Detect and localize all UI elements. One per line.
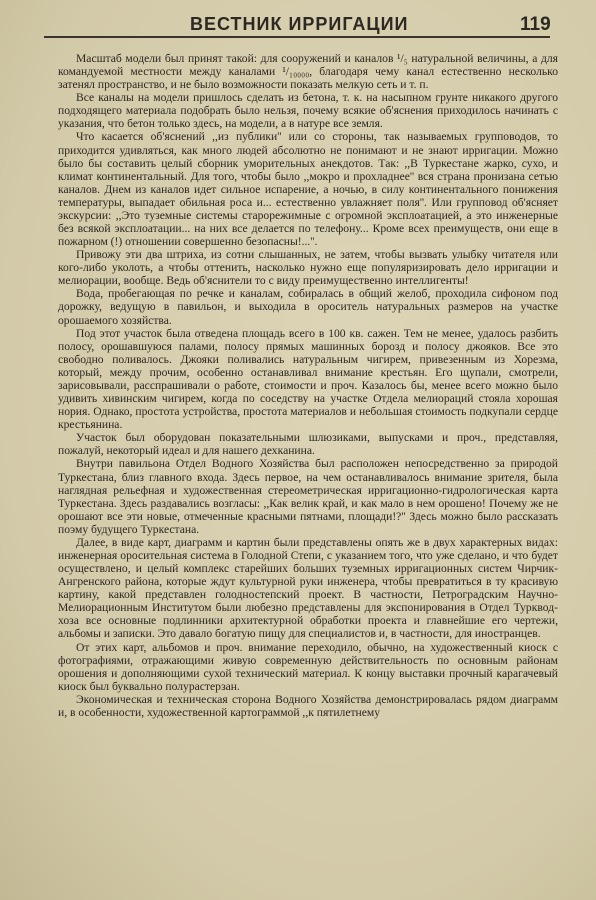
paragraph-water-flow: Вода, пробегающая по речке и каналам, собиралась в общий желоб, проходила сифоном под дорожку, ведущую в павильон, и выходила в ороситель натуральных размеров на участке орошаемого хозяйства. [58, 287, 558, 327]
page-number: 119 [520, 14, 551, 35]
paragraph-concrete-canals: Все каналы на модели пришлось сделать из бетона, т. к. на насыпном грунте никакого другого подходящего материала подобрать было нельзя, почему всякие об'яснения приходилось начинать с указания, что бетон только здесь, на модели, а в натуре все земля. [58, 91, 558, 131]
paragraph-model-scale: Масштаб модели был принят такой: для сооружений и каналов ¹/₅ натуральной величины, а для командуемой местности между каналами ¹/₁₀₀₀₀, благодаря чему канал естественно несколько затенял пространство, и не было возможности показать мелкую сеть и т. п. [58, 52, 558, 92]
paragraph-maps-diagrams: Далее, в виде карт, диаграмм и картин были представлены опять же в двух характерных видах: инженерная оросительная система в Голодной Степи, с указанием того, что уже сделано, и что будет осуществлено, и целый комплекс старейших больших туземных ирригационных систем Чирчик-Ангренского района, которые ждут культурной руки инженера, чтобы превратиться в ту красивую картину, какой представлен голодностепский проект. В частности, Петроградским Научно-Мелиорационным Институтом были любезно представлены для экспонирования в Отдел Туркводхоза все основные подлинники архитектурной обработки проекта и главнейшие его чертежи, альбомы и записки. Это давало богатую пищу для специалистов и, в частности, для иностранцев. [58, 535, 558, 641]
journal-title: ВЕСТНИК ИРРИГАЦИИ [190, 14, 409, 34]
paragraph-pavilion-map: Внутри павильона Отдел Водного Хозяйства был расположен непосредственно за природой Туркестана, близ главного входа. Здесь первое, на чем останавливалось внимание зрителя, была наглядная рельефная и художественная стереометрическая ирригационно-гидрологическая карта Туркестана. Здесь раздавались возгласы: ,,Как велик край, и как мало в нем орошено! Почему же не орошают все эти новые, отмеченные красными пятнами, площади!?'' Здесь можно было рассказать поэму будущего Туркестана. [58, 457, 558, 536]
article-body [58, 52, 558, 897]
paragraph-photo-kiosk: От этих карт, альбомов и проч. внимание переходило, обычно, на художественный киоск с фотографиями, отражающими живую современную действительность по основным районам орошения и дополняющими сухой технический материал. К концу выставки прочный карагачевый киоск был буквально полурастерзан. [58, 640, 558, 693]
header-rule [44, 36, 550, 38]
paragraph-irrigated-plot: Под этот участок была отведена площадь всего в 100 кв. сажен. Тем не менее, удалось разбить полосу, орошавшуюся палами, полосу прямых машинных борозд и полосу джояков. Все это свободно поливалось. Джояки поливались натуральным чигирем, привезенным из Хорезма, который, между прочим, особенно останавливал внимание крестьян. Его щупали, смотрели, зарисовывали, расспрашивали о работе, стоимости и проч. Казалось бы, менее всего можно было удивить хивинским чигирем, когда по соседству на участке Отдела мелиораций стояла хорошая нория. Однако, простота устройства, простота материалов и небольшая стоимость подкупали сердце крестьянина. [58, 326, 558, 432]
page-header [0, 10, 596, 44]
paragraph-sluices: Участок был оборудован показательными шлюзиками, выпусками и проч., представляя, пожалуй, некоторый идеал и для нашего дехканина. [58, 431, 558, 458]
paragraph-two-strokes: Привожу эти два штриха, из сотни слышанных, не затем, чтобы вызвать улыбку читателя или кого-либо уколоть, а чтобы оттенить, насколько нужно еще популяризировать дело ирригации и мелиорации, вообще. Ведь об'яснители то с виду преимущественно интеллигенты! [58, 248, 558, 288]
paragraph-economic-side: Экономическая и техническая сторона Водного Хозяйства демонстрировалась рядом диаграмм и, в особенности, художественной картограммой ,,к пятилетнему [58, 692, 558, 719]
paragraph-public-explanations: Что касается об'яснений ,,из публики'' или со стороны, так называемых групповодов, то приходится удивляться, как много людей абсолютно не понимают и не знают ирригации. Можно было бы составить целый сборник уморительных анекдотов. Так: ,,В Туркестане жарко, сухо, и климат континентальный. Для того, чтобы было ,,мокро и прохладнее'' вся страна пронизана сетью каналов. Днем из каналов идет сильное испарение, а ночью, в силу континентального понижения температуры, выпадает обильная роса и... естественно увлажняет поля''. Или групповод об'ясняет экскурсии: ,,Это туземные системы старорежимные с огромной эксплоатацией, а это инженерные без всякой эксплоатации... на них все делается по телефону... Кроме всех преимуществ, они еще в пожарном (!) отношении совершенно безопасны!...''. [58, 130, 558, 249]
